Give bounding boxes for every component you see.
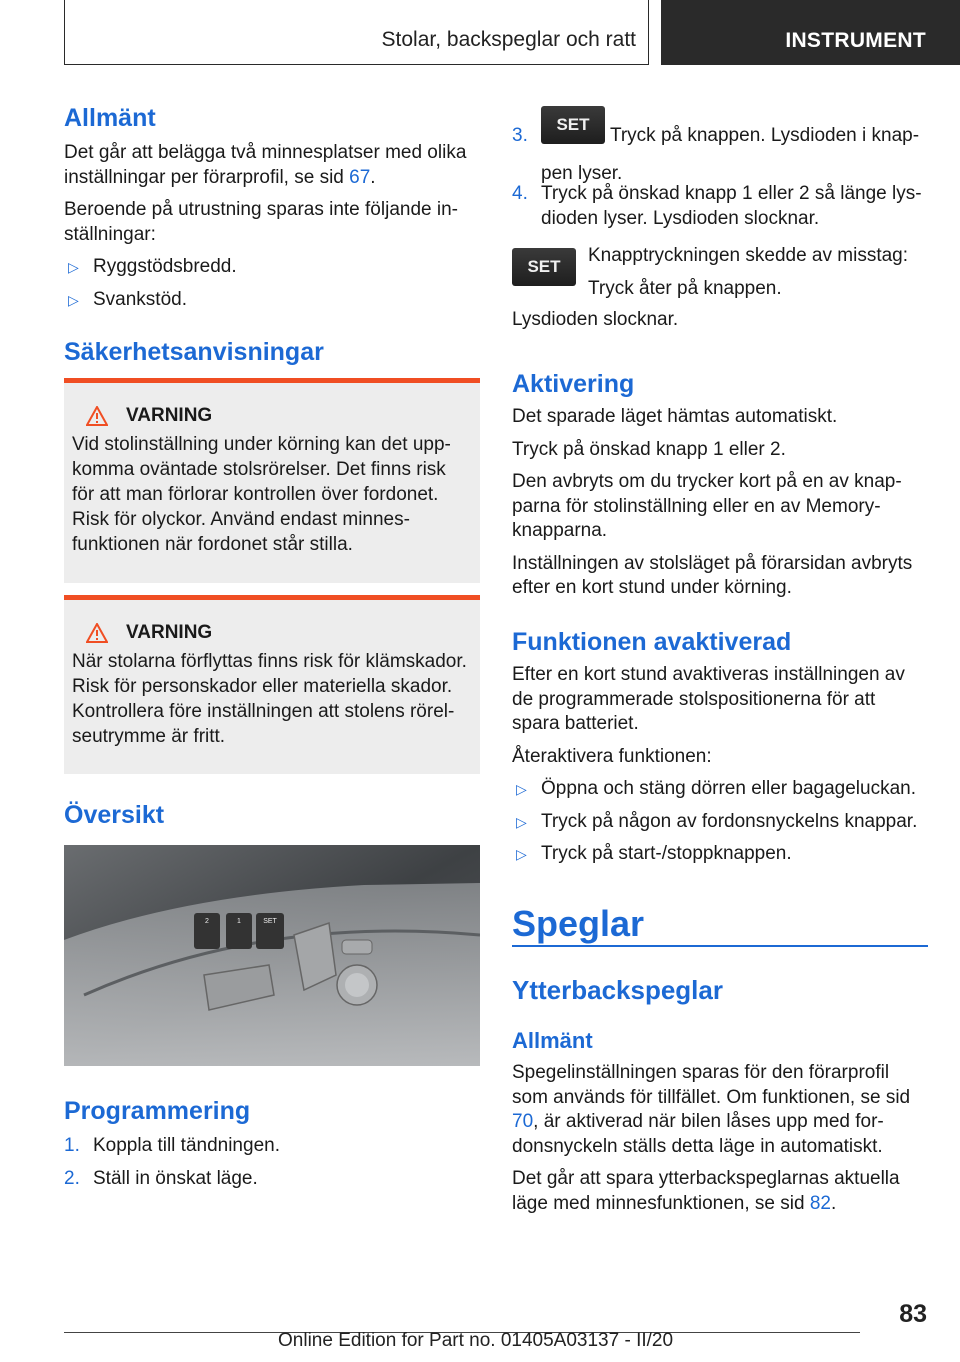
header-section-tab <box>661 0 960 65</box>
step-3-body <box>541 106 928 184</box>
bullet-text: Tryck på någon av fordonsnyckelns knappar. <box>541 810 918 832</box>
warning-label: VARNING <box>126 405 213 426</box>
aktivering-section <box>512 369 928 601</box>
warning-title-2 <box>86 620 472 645</box>
bullet-text: Svankstöd. <box>93 288 187 310</box>
allmant-heading: Allmänt <box>64 104 156 132</box>
page-link-82[interactable]: 82 <box>809 1192 831 1214</box>
step-text: Tryck på knappen. Lysdioden i knap- pen lyser. <box>541 125 920 184</box>
step-text: Koppla till tändningen. <box>93 1135 280 1156</box>
speglar-rule <box>512 945 928 947</box>
funktion-p1: Efter en kort stund avaktiveras inställningen av de programmerade stolspositionerna för att spara batteriet. <box>512 664 905 734</box>
allmant-p1-text: Det går att belägga två minnesplatser med olika inställningar per förarprofil, se sid <box>64 142 467 188</box>
triangle-bullet-icon: ▷ <box>516 813 527 830</box>
set-button-icon: SET <box>541 106 605 144</box>
list-item <box>512 777 928 802</box>
step-number: 2. <box>64 1167 80 1189</box>
mistake-line-1: Knapptryckningen skedde av misstag: <box>588 245 909 266</box>
step-number: 3. <box>512 125 528 146</box>
step-text: Ställ in önskat läge. <box>93 1167 258 1189</box>
allmant-p1-end: . <box>370 166 376 188</box>
sakerhet-heading: Säkerhetsanvisningar <box>64 338 324 366</box>
bullet-text: Öppna och stäng dörren eller bagageluckan. <box>541 778 916 799</box>
warning-triangle-icon <box>86 623 108 643</box>
step-text: Tryck på önskad knapp 1 eller 2 så länge lys- dioden lyser. Lysdioden slocknar. <box>541 183 922 229</box>
aktivering-heading: Aktivering <box>512 370 635 398</box>
memory-button-2-label: 2 <box>205 918 209 925</box>
triangle-bullet-icon: ▷ <box>68 291 79 308</box>
list-item <box>64 1134 480 1159</box>
ytter-p2-text: Det går att spara ytterbackspeglarnas aktuella läge med minnesfunktionen, se sid <box>512 1168 900 1214</box>
list-item <box>64 255 480 280</box>
list-item <box>512 810 928 835</box>
set-button-icon: SET <box>512 248 576 286</box>
warning-title-1 <box>86 403 472 428</box>
programmering-section <box>64 1096 480 1191</box>
warning-box-1 <box>64 378 480 583</box>
triangle-bullet-icon: ▷ <box>516 846 527 862</box>
speglar-section <box>512 904 928 944</box>
ytter-p2 <box>512 1167 928 1216</box>
aktivering-p3: Den avbryts om du trycker kort på en av knap- parna för stolinställning eller en av Memory- knapparna. <box>512 471 902 541</box>
bullet-text: Tryck på start-/stoppknappen. <box>541 843 792 864</box>
mistake-note <box>588 244 928 301</box>
steps-continued <box>512 106 928 184</box>
memory-button-1-label: 1 <box>237 918 241 925</box>
list-item <box>512 182 928 231</box>
ytter-p2-end: . <box>830 1192 837 1214</box>
footer-edition: Online Edition for Part no. 01405A03137 - II/20 <box>278 1330 674 1351</box>
seat-controls-illustration <box>64 845 480 1066</box>
allmant-section <box>64 103 480 312</box>
step-number: 1. <box>64 1135 80 1156</box>
set-button-label: SET <box>263 918 277 925</box>
triangle-bullet-icon: ▷ <box>68 259 79 275</box>
seat-controls-photo <box>64 845 480 1066</box>
oversikt-heading: Översikt <box>64 801 165 829</box>
list-item <box>64 1167 480 1192</box>
ytter-p1 <box>512 1061 928 1159</box>
page-number: 83 <box>899 1300 927 1328</box>
step-number: 4. <box>512 183 528 204</box>
header-chapter-title: Stolar, backspeglar och ratt <box>381 28 636 51</box>
funktion-p2: Återaktivera funktionen: <box>512 745 712 767</box>
page-link-70[interactable]: 70 <box>512 1111 534 1132</box>
header-section-title: INSTRUMENT <box>785 29 926 52</box>
mistake-set-icon-wrap <box>512 248 576 286</box>
mistake-line-3: Lysdioden slocknar. <box>512 309 679 330</box>
warning-label: VARNING <box>126 622 213 643</box>
step-4 <box>512 182 928 231</box>
ytter-section <box>512 975 928 1216</box>
warning-text-2: När stolarna förflyttas finns risk för klämskador. Risk för personskador eller materiella skador. Kontrollera före inställningen att stolens rörel- seutrymme är fritt. <box>72 651 467 747</box>
aktivering-p2: Tryck på önskad knapp 1 eller 2. <box>512 438 786 460</box>
oversikt-section <box>64 800 480 830</box>
bullet-text: Ryggstödsbredd. <box>93 256 237 277</box>
speglar-heading: Speglar <box>512 903 645 944</box>
ytter-p1-end: , är aktiverad när bilen låses upp med for- donsnyckeln ställs detta läge in automatiskt. <box>512 1111 884 1157</box>
triangle-bullet-icon: ▷ <box>516 781 527 797</box>
list-item <box>64 288 480 313</box>
list-item <box>512 842 928 867</box>
mistake-line-2: Tryck åter på knappen. <box>588 277 782 299</box>
allmant-paragraph-1 <box>64 141 480 190</box>
page-link-67[interactable]: 67 <box>349 166 371 188</box>
warning-text-1: Vid stolinställning under körning kan det upp- komma oväntade stolsrörelser. Det finns risk för att man förlorar kontrollen över fordonet. Risk för olyckor. Använd endast minnes-funktionen när fordonet står stilla. <box>72 434 451 555</box>
ytter-heading: Ytterbackspeglar <box>512 975 723 1005</box>
list-item <box>512 106 928 184</box>
warning-triangle-icon <box>86 406 108 426</box>
ytter-allmant-heading: Allmänt <box>512 1028 593 1053</box>
warning-box-2 <box>64 595 480 774</box>
sakerhet-section <box>64 337 480 367</box>
header-chapter-box <box>64 0 649 65</box>
funktion-heading: Funktionen avaktiverad <box>512 628 792 656</box>
funktion-section <box>512 627 928 867</box>
aktivering-p4: Inställningen av stolsläget på förarsidan avbryts efter en kort stund under körning. <box>512 552 913 598</box>
programmering-heading: Programmering <box>64 1097 251 1125</box>
ytter-p1-text: Spegelinställningen sparas för den förarprofil som används för tillfället. Om funktionen, se sid <box>512 1062 911 1108</box>
allmant-paragraph-2: Beroende på utrustning sparas inte följande in- ställningar: <box>64 199 458 245</box>
aktivering-p1: Det sparade läget hämtas automatiskt. <box>512 406 838 427</box>
